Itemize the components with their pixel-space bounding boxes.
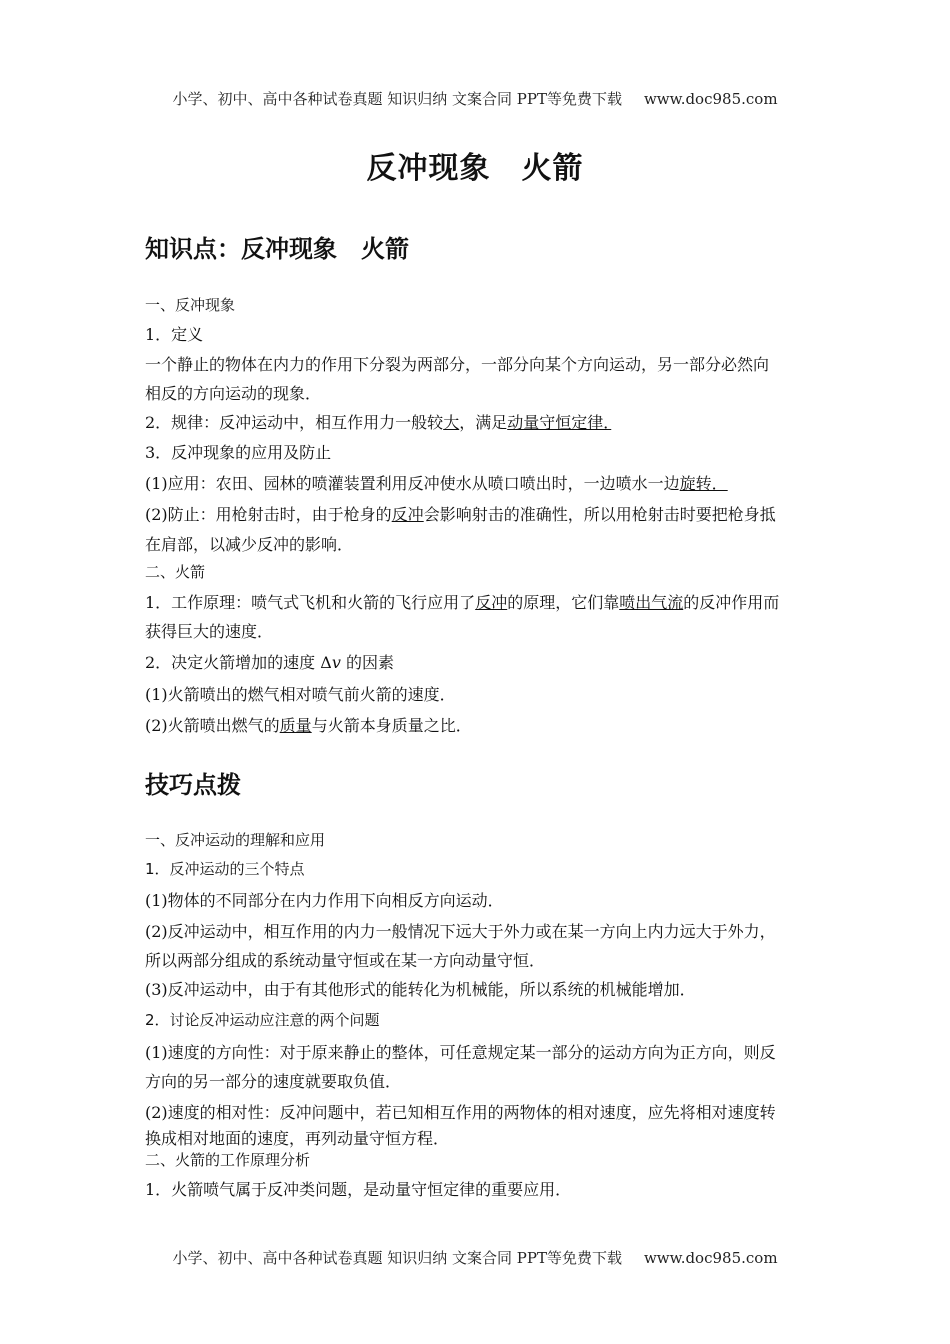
app2-text-b: 会影响射击的准确性，所以用枪射击时要把枪身抵 (423, 505, 776, 524)
factor-1: (1)火箭喷出的燃气相对喷气前火箭的速度． (145, 685, 456, 704)
work-underline-2: 喷出气流 (619, 593, 684, 612)
footer-text: 小学、初中、高中各种试卷真题 知识归纳 文案合同 PPT等免费下载 (172, 1249, 622, 1267)
def-line2: 相反的方向运动的现象． (145, 384, 322, 403)
r1: 1．火箭喷气属于反冲类问题，是动量守恒定律的重要应用． (145, 1180, 572, 1199)
factor-v: v (331, 653, 341, 672)
factor-text-a: 2．决定火箭增加的速度 Δ (145, 653, 332, 672)
page-header (0, 88, 950, 109)
app1-text: (1)应用：农田、园林的喷灌装置利用反冲使水从喷口喷出时，一边喷水一边 (145, 474, 680, 493)
work-text-c: 的反冲作用而 (683, 593, 780, 612)
rule-line (145, 410, 810, 433)
app2-line2: 在肩部，以减少反冲的影响． (145, 535, 354, 554)
d1-line1: (1)速度的方向性：对于原来静止的整体，可任意规定某一部分的运动方向为正方向，则反 (145, 1043, 776, 1062)
header-text: 小学、初中、高中各种试卷真题 知识归纳 文案合同 PPT等免费下载 (172, 90, 622, 108)
factor2-text-b: 与火箭本身质量之比． (311, 716, 472, 735)
factor-line (145, 650, 810, 673)
s2-title: 二、火箭 (145, 563, 206, 581)
app1-line (145, 471, 810, 494)
d2-line1: (2)速度的相对性：反冲问题中，若已知相互作用的两物体的相对速度，应先将相对速度转 (145, 1103, 776, 1122)
work-line1 (145, 590, 810, 613)
work-text-b: 的原理，它们靠 (507, 593, 620, 612)
c3: (3)反冲运动中，由于有其他形式的能转化为机械能，所以系统的机械能增加． (145, 980, 696, 999)
rule-text-b: ，满足 (459, 413, 508, 432)
app1-underline: 旋转． (679, 474, 728, 493)
footer-site[interactable]: www.doc985.com (643, 1249, 778, 1267)
s2-1-title: 一、反冲运动的理解和应用 (145, 831, 326, 849)
c1: (1)物体的不同部分在内力作用下向相反方向运动． (145, 891, 504, 910)
factor-text-b: 的因素 (340, 653, 394, 672)
d2-line2: 换成相对地面的速度，再列动量守恒方程． (145, 1129, 450, 1148)
app2-text-a: (2)防止：用枪射击时，由于枪身的 (145, 505, 392, 524)
rule-underline-2: 动量守恒定律． (507, 413, 612, 432)
def-line1: 一个静止的物体在内力的作用下分裂为两部分，一部分向某个方向运动，另一部分必然向 (145, 355, 770, 374)
section2-heading: 技巧点拨 (145, 771, 241, 799)
rule-underline-1: 大 (443, 413, 460, 432)
factor-2 (145, 713, 810, 736)
work-text-a: 1．工作原理：喷气式飞机和火箭的飞行应用了 (145, 593, 476, 612)
app2-underline: 反冲 (391, 505, 424, 524)
c2-line2: 所以两部分组成的系统动量守恒或在某一方向动量守恒． (145, 951, 546, 970)
work-underline-1: 反冲 (475, 593, 508, 612)
d1-line2: 方向的另一部分的速度就要取负值． (145, 1072, 402, 1091)
s1-title: 一、反冲现象 (145, 296, 236, 314)
section1-heading: 知识点：反冲现象 火箭 (145, 235, 409, 263)
def-title: 1．定义 (145, 325, 204, 344)
page-title: 反冲现象 火箭 (366, 151, 584, 186)
s2-2-title: 二、火箭的工作原理分析 (145, 1151, 311, 1169)
c-title: 1．反冲运动的三个特点 (145, 860, 305, 878)
header-site[interactable]: www.doc985.com (643, 90, 778, 108)
d-title: 2．讨论反冲运动应注意的两个问题 (145, 1011, 380, 1029)
app-title: 3．反冲现象的应用及防止 (145, 443, 332, 462)
factor2-underline: 质量 (279, 716, 312, 735)
factor2-text-a: (2)火箭喷出燃气的 (145, 716, 280, 735)
page-footer (0, 1247, 950, 1268)
c2-line1: (2)反冲运动中，相互作用的内力一般情况下远大于外力或在某一方向上内力远大于外力， (145, 922, 776, 941)
app2-line1 (145, 502, 810, 525)
work-line2: 获得巨大的速度． (145, 622, 274, 641)
rule-text-a: 2．规律：反冲运动中，相互作用力一般较 (145, 413, 444, 432)
